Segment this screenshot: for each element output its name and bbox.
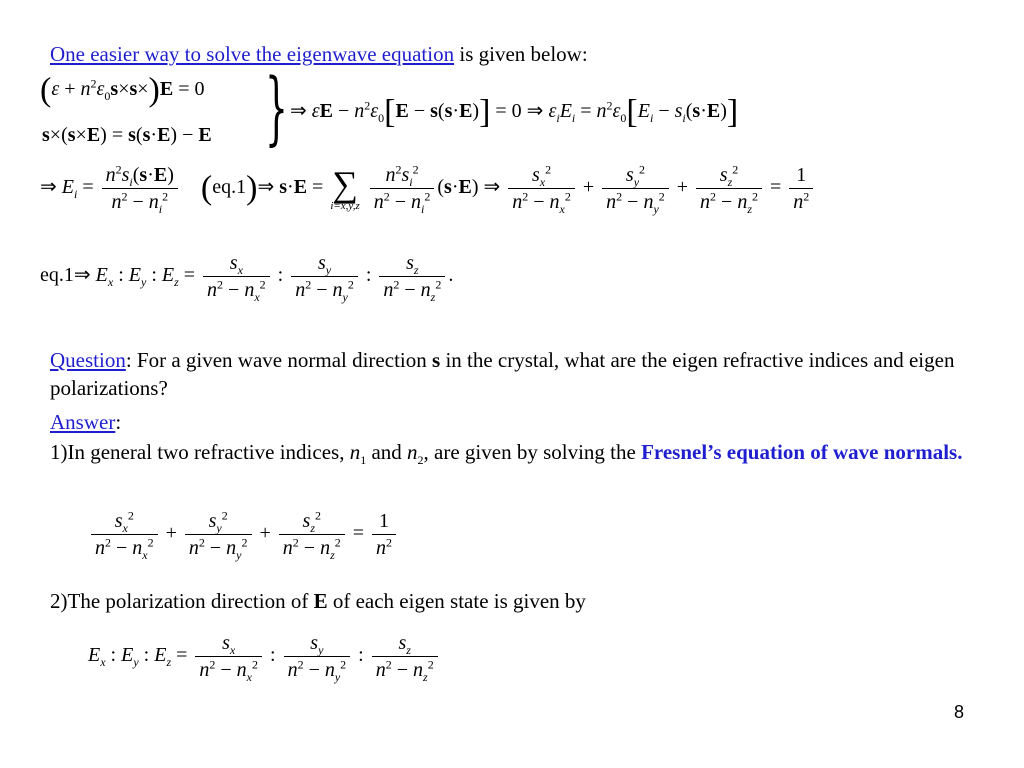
equation-system-result: ⇒ $\varepsilon E - n^2\varepsilon_0[E - s(s\cdot E)] = 0$ ⇒ $\varepsilon_iE_i = n^2\varepsilon_0[E_i - s_i(s\cdot E)]$ <box>290 93 739 131</box>
fresnel-equation-highlight: Fresnel’s equation of wave normals. <box>641 440 963 464</box>
point2-text-a: 2)The polarization direction of <box>50 589 314 613</box>
equation-fresnel: $\frac{s_x^2}{n^2 - n_x^2}$ + $\frac{s_y^2}{n^2 - n_y^2}$ + $\frac{s_z^2}{n^2 - n_z^2}$ = $\frac{1}{n^2}$ <box>88 508 399 561</box>
right-brace: } <box>265 61 288 154</box>
answer-line <box>50 408 121 436</box>
point2-E: E <box>313 589 328 613</box>
intro-rest: is given below: <box>454 42 588 66</box>
intro-link[interactable]: One easier way to solve the eigenwave equation <box>50 42 455 66</box>
equation-polarization-ratio: $E_x$ : $E_y$ : $E_z$ = $\frac{s_x}{n^2 - n_x^2}$ : $\frac{s_y}{n^2 - n_y^2}$ : $\frac{s_z}{n^2 - n_z^2}$ <box>88 630 441 683</box>
point1-text-a: 1)In general two refractive indices, <box>50 440 350 464</box>
question-text: : For a given wave normal direction <box>125 348 432 372</box>
answer-colon: : <box>115 410 122 434</box>
point1-text-c: , are given by solving the <box>423 440 642 464</box>
eq1-paren-label: eq.1 <box>212 176 247 199</box>
point2-text-b: of each eigen state is given by <box>327 589 586 613</box>
point1-text-b: and <box>366 440 408 464</box>
equation-eq1-ratio: eq.1⇒ $E_x$ : $E_y$ : $E_z$ = $\frac{s_x}{n^2 - n_x^2}$ : $\frac{s_y}{n^2 - n_y^2}$ : $\frac{s_z}{n^2 - n_z^2}$ . <box>40 252 454 304</box>
intro-line <box>50 40 588 68</box>
page-number: 8 <box>953 702 964 722</box>
answer-label[interactable]: Answer <box>50 410 116 434</box>
question-label[interactable]: Question <box>50 348 126 372</box>
question-text2: in the crystal, what are the eigen refractive indices and eigen polarizations? <box>50 348 955 400</box>
point1-block: 1)In general two refractive indices, $n_1$ and $n_2$, are given by solving the Fresnel’s equation of wave normals. <box>50 440 963 468</box>
equation-system-line2: s×(s×E) = s(s·E) − E <box>42 124 212 146</box>
equation-system-line1: $(\varepsilon + n^2\varepsilon_0s\times s\times)E = 0$ <box>40 71 205 109</box>
equation-Ei-and-sum: ⇒ $E_i$ = $\frac{n^2s_i(s\cdot E)}{n^2 - n_i^2}$ (eq.1)⇒ s·E = ∑ i=x,y,z $\frac{n^2s_i^2}{n^2 - n_i^2}$ (s·E) ⇒ $\frac{s_x^2}{n^2 - n_x^2}$ + $\frac{s_y^2}{n^2 - n_y^2}$ + $\frac{s_z^2}{n^2 - n_z^2}$ = $\frac{1}{n^2}$ <box>40 162 816 215</box>
question-s: s <box>432 348 441 372</box>
eq1-label: eq.1 <box>40 264 74 287</box>
point2-line <box>50 587 586 615</box>
question-block <box>50 346 980 402</box>
